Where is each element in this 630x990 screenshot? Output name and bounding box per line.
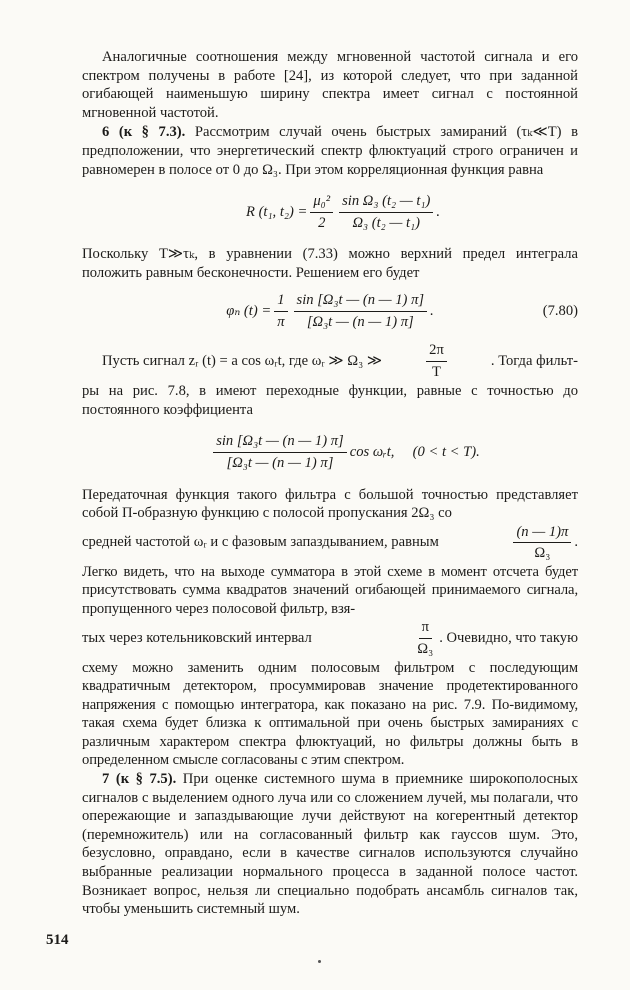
formula-3-frac-den: [Ω₃t — (n — 1) π] [226,455,334,472]
paragraph-7 [82,770,578,919]
formula-2-frac-a [274,291,287,331]
formula-2-frac-b-num: sin [Ω₃t — (n — 1) π] [294,291,428,312]
formula-3-frac [213,432,347,472]
paragraph-3: Поскольку T≫τₖ, в уравнении (7.33) можно верхний предел интеграла положить равным бесконечности. Решением его будет [82,246,578,281]
paragraph-1: Аналогичные соотношения между мгновенной частотой сигнала и его спектром получены в работе [24], из которой следует, что при заданной огибающей наименьшую ширину спектра имеет сигнал с постоянной мгновенной частотой. [82,49,578,121]
paragraph-4-part-b: . Тогда фильт- [490,353,578,370]
page-number: 514 [46,932,69,948]
section-ref-7: 7 (к § 7.5). [102,771,177,788]
paragraph-5-frac [513,523,571,563]
paragraph-2-text: Рассмотрим случай очень быстрых замираний (τₖ≪T) в предположении, что энергетический спектр флюктуаций строго ограничен и равномерен в полосе от 0 до Ω₃. При этом корреляционная функция равна [82,124,578,178]
formula-1-end: . [436,203,440,220]
formula-1-frac-b-den: Ω₃ (t₂ — t₁) [352,214,420,231]
paragraph-4-frac [426,341,447,381]
paragraph-6-frac [414,618,436,658]
paragraph-6-part-d: схему можно заменить одним полосовым фильтром с последующим квадратичным детектором, просуммировав значение продетектированного напряжения с помощью интегратора, как показано на рис. 7.9. По-видимому, такая схема будет близка к оптимальной при очень быстрых замираниях с различным характером спектра флюктуаций, но фильтры должны быть в определенном смысле согласованы с этим спектром. [82,659,578,769]
formula-2-frac-b-den: [Ω₃t — (n — 1) π] [306,313,414,330]
paragraph-6-frac-den: Ω₃ [417,641,434,657]
paragraph-5-line-last [82,523,578,563]
formula-1-frac-a-den: 2 [318,214,326,231]
section-ref-6: 6 (к § 7.3). [102,124,186,141]
formula-1-frac-b-num: sin Ω₃ (t₂ — t₁) [339,192,433,213]
paragraph-6-fraction-group [411,618,578,658]
paragraph-4-part-a: Пусть сигнал zᵣ (t) = a cos ωᵣt, где ωᵣ ≫ Ω₃ ≫ [102,353,383,370]
page-body [82,48,578,919]
paragraph-5-part-a: Передаточная функция такого фильтра с большой точностью представляет собой П-образную функцию с полосой пропускания 2Ω₃ со [82,486,578,522]
paragraph-4-line-1 [82,340,578,382]
paragraph-4-frac-den: T [432,363,441,380]
paragraph-5-part-b: средней частотой ωᵣ и с фазовым запаздыванием, равным [82,534,439,551]
formula-2-end: . [430,303,434,320]
formula-2-frac-a-den: π [277,313,285,330]
formula-1-frac-a-num: μ₀² [310,192,333,213]
print-mark [318,960,321,963]
formula-transfer [112,420,578,486]
formula-3-frac-num: sin [Ω₃t — (n — 1) π] [213,432,347,453]
formula-1-frac-b [339,192,433,232]
formula-1-lhs: R (t₁, t₂) = [246,203,308,220]
paragraph-6-part-b: тых через котельниковский интервал [82,630,312,647]
formula-2-lhs: φₙ (t) = [226,303,272,320]
paragraph-2 [82,123,578,179]
paragraph-6-part-c: . Очевидно, что такую [439,630,578,647]
formula-correlation [108,179,578,245]
formula-2-frac-b [294,291,428,331]
paragraph-6-line-interval [82,619,578,659]
formula-solution [82,282,578,340]
formula-1-frac-a [310,192,333,232]
paragraph-6-part-a: Легко видеть, что на выходе сумматора в этой схеме в момент отсчета будет присутствовать сумма квадратов значений огибающей принимаемого сигнала, пропущенного через полосовой фильтр, взя- [82,563,578,617]
paragraph-7-text: При оценке системного шума в приемнике широкополосных сигналов с выделением одного луча или со сложением лучей, мы полагали, что опережающие и запаздывающие лучи действуют на когерентный детектор (перемножитель) или на согласованный фильтр как гауссов шум. Это, безусловно, оправдано, если в качестве сигналов используются случайно выбранные реализации нормального процесса в заданной полосе частот. Возникает вопрос, нельзя ли специально подобрать ансамбль сигналов так, чтобы уменьшить системный шум. [82,771,578,918]
equation-number: (7.80) [542,303,578,320]
paragraph-5-frac-num: (n — 1)π [513,523,571,544]
paragraph-4-part-c: ры на рис. 7.8, в имеют переходные функции, равные с точностью до постоянного коэффициента [82,383,578,418]
paragraph-5-end: . [574,534,578,551]
paragraph-4-frac-num: 2π [426,341,447,362]
paragraph-5-fraction-group [510,523,578,563]
formula-3-rest: cos ωᵣt, (0 < t < T). [349,444,480,461]
paragraph-5-frac-den: Ω₃ [534,545,551,562]
formula-2-frac-a-num: 1 [274,291,287,312]
paragraph-6-frac-num: π [419,618,432,639]
